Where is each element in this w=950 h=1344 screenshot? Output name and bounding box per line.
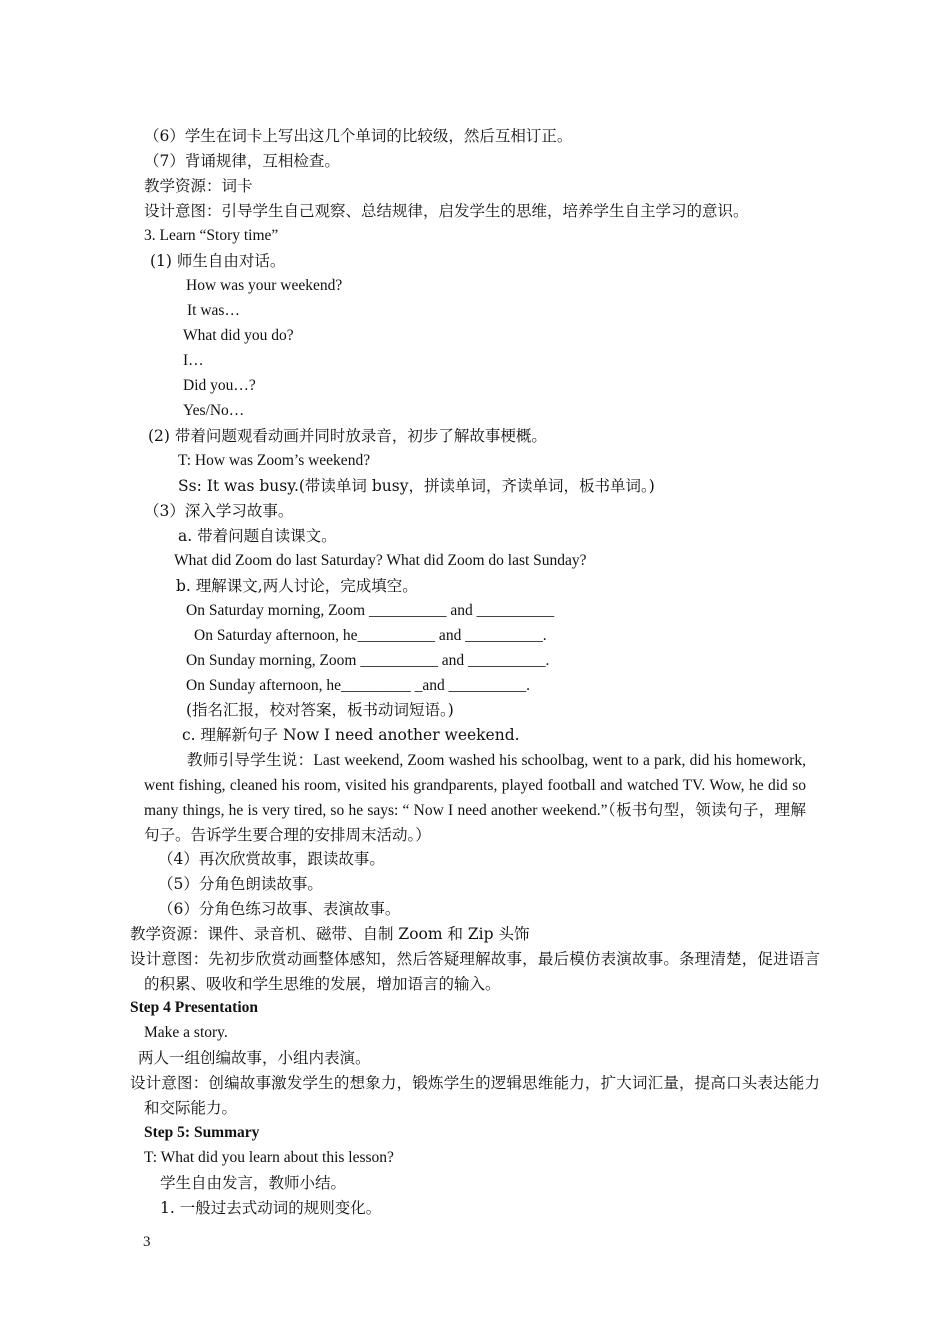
sub-step-6: （6）分角色练习故事、表演故事。 <box>158 900 401 918</box>
summary-question: T: What did you learn about this lesson? <box>144 1149 394 1166</box>
step-4-heading: Step 4 Presentation <box>130 999 259 1016</box>
sub-item-a: a. 带着问题自读课文。 <box>178 527 337 545</box>
dialogue-line: Ss: It was busy.(带读单词 busy，拼读单词，齐读单词，板书单词。) <box>178 477 655 495</box>
step-item-7: （7）背诵规律，互相检查。 <box>144 152 340 170</box>
teaching-resources: 教学资源：课件、录音机、磁带、自制 Zoom 和 Zip 头饰 <box>130 925 530 943</box>
design-intent: 设计意图：创编故事激发学生的想象力，锻炼学生的逻辑思维能力，扩大词汇量，提高口头表达能力和交际能力。 <box>130 1074 820 1117</box>
sub-step-4: （4）再次欣赏故事，跟读故事。 <box>158 850 385 868</box>
summary-point-1: 1. 一般过去式动词的规则变化。 <box>160 1199 382 1217</box>
fill-blank-line: On Saturday afternoon, he__________ and __________. <box>194 627 547 644</box>
step-item-6: （6）学生在词卡上写出这几个单词的比较级，然后互相订正。 <box>144 127 573 145</box>
fill-blank-line: On Sunday morning, Zoom __________ and __________. <box>186 652 550 669</box>
dialogue-line: I… <box>183 352 204 369</box>
design-intent: 设计意图：引导学生自己观察、总结规律，启发学生的思维，培养学生自主学习的意识。 <box>144 202 749 220</box>
design-intent: 设计意图：先初步欣赏动画整体感知，然后答疑理解故事，最后模仿表演故事。条理清楚，促进语言的积累、吸收和学生思维的发展，增加语言的输入。 <box>130 950 820 993</box>
question-line: What did Zoom do last Saturday? What did Zoom do last Sunday? <box>174 552 587 569</box>
sub-item-c: c. 理解新句子 Now I need another weekend. <box>182 726 520 744</box>
sub-step-2: (2) 带着问题观看动画并同时放录音，初步了解故事梗概。 <box>148 427 547 445</box>
dialogue-line: Yes/No… <box>183 402 245 419</box>
sub-step-5: （5）分角色朗读故事。 <box>158 875 323 893</box>
summary-line: 学生自由发言，教师小结。 <box>160 1174 347 1192</box>
sub-item-b: b. 理解课文,两人讨论，完成填空。 <box>176 577 418 595</box>
page-number: 3 <box>143 1234 151 1250</box>
teaching-resources: 教学资源：词卡 <box>144 177 253 195</box>
dialogue-line: Did you…? <box>183 377 256 394</box>
activity-line: Make a story. <box>144 1024 228 1041</box>
dialogue-line: T: How was Zoom’s weekend? <box>178 452 371 469</box>
step-5-heading: Step 5: Summary <box>144 1124 260 1141</box>
fill-blank-line: On Saturday morning, Zoom __________ and __________ <box>186 602 555 619</box>
section-heading-story-time: 3. Learn “Story time” <box>144 227 279 244</box>
sub-step-1: (1) 师生自由对话。 <box>150 252 286 270</box>
activity-line: 两人一组创编故事，小组内表演。 <box>138 1049 371 1067</box>
note-line: (指名汇报，校对答案，板书动词短语。) <box>186 701 454 719</box>
dialogue-line: What did you do? <box>183 327 294 344</box>
sub-step-3: （3）深入学习故事。 <box>144 502 294 520</box>
dialogue-line: It was… <box>187 302 240 319</box>
dialogue-line: How was your weekend? <box>186 277 343 294</box>
teacher-guidance-paragraph: 教师引导学生说：Last weekend, Zoom washed his schoolbag, went to a park, did his homework, went fishing, cleaned his room, visited his grandparents, played football and watched TV. Wow, he did so many things, he is very tired, so he says: “ Now I need another weekend.”（板书句型，领读句子，理解句子。告诉学生要合理的安排周末活动。） <box>144 752 806 844</box>
fill-blank-line: On Sunday afternoon, he_________ _and __________. <box>186 677 530 694</box>
